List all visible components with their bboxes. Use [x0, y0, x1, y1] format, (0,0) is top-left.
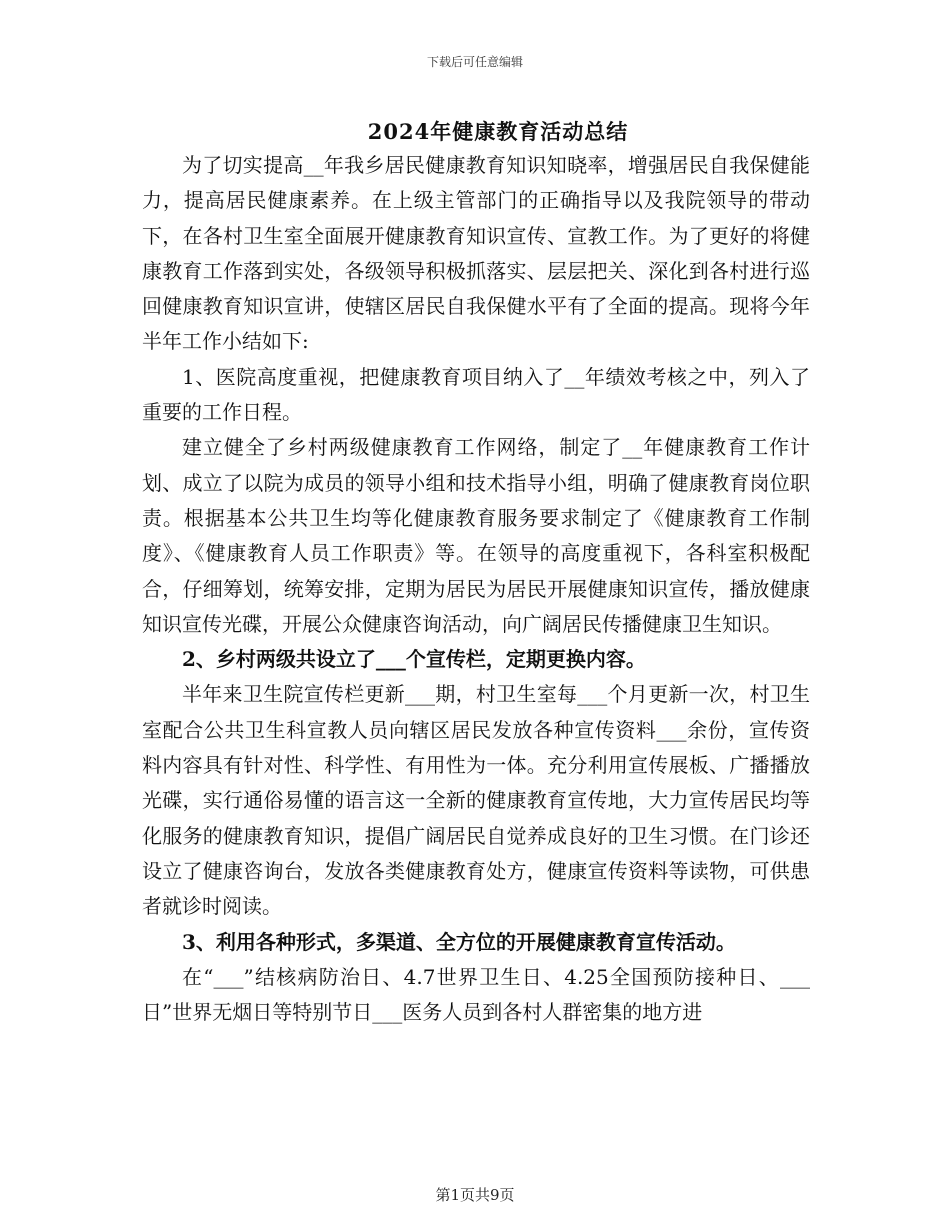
paragraph-activities: 在“___”结核病防治日、4.7世界卫生日、4.25全国预防接种日、___日”世界无烟日等特别节日___医务人员到各村人群密集的地方进 [142, 964, 810, 1025]
document-body [142, 148, 810, 1030]
section-heading-2: 2、乡村两级共设立了___个宣传栏，定期更换内容。 [182, 647, 646, 672]
section-heading-3: 3、利用各种形式，多渠道、全方位的开展健康教育宣传活动。 [182, 929, 736, 954]
header-note: 下载后可任意编辑 [426, 55, 523, 69]
document-title: 2024年健康教育活动总结 [367, 119, 629, 144]
paragraph-bulletin: 半年来卫生院宣传栏更新___期，村卫生室每___个月更新一次，村卫生室配合公共卫生科宣教人员向辖区居民发放各种宣传资料___余份，宣传资料内容具有针对性、科学性、有用性为一体。充分利用宣传展板、广播播放光碟，实行通俗易懂的语言这一全新的健康教育宣传地，大力宣传居民均等化服务的健康教育知识，提倡广阔居民自觉养成良好的卫生习惯。在门诊还设立了健康咨询台，发放各类健康教育处方，健康宣传资料等读物，可供患者就诊时阅读。 [142, 682, 810, 919]
paragraph-item-1: 1、医院高度重视，把健康教育项目纳入了__年绩效考核之中，列入了重要的工作日程。 [142, 364, 810, 425]
page-footer: 第1页共9页 [435, 1186, 515, 1204]
paragraph-network: 建立健全了乡村两级健康教育工作网络，制定了__年健康教育工作计划、成立了以院为成员的领导小组和技术指导小组，明确了健康教育岗位职责。根据基本公共卫生均等化健康教育服务要求制定了《健康教育工作制度》、《健康教育人员工作职责》等。在领导的高度重视下，各科室积极配合，仔细筹划，统筹安排，定期为居民为居民开展健康知识宣传，播放健康知识宣传光碟，开展公众健康咨询活动，向广阔居民传播健康卫生知识。 [142, 435, 810, 636]
paragraph-intro: 为了切实提高__年我乡居民健康教育知识知晓率，增强居民自我保健能力，提高居民健康素养。在上级主管部门的正确指导以及我院领导的带动下，在各村卫生室全面展开健康教育知识宣传、宣教工作。为了更好的将健康教育工作落到实处，各级领导积极抓落实、层层把关、深化到各村进行巡回健康教育知识宣讲，使辖区居民自我保健水平有了全面的提高。现将今年半年工作小结如下: [142, 153, 810, 354]
